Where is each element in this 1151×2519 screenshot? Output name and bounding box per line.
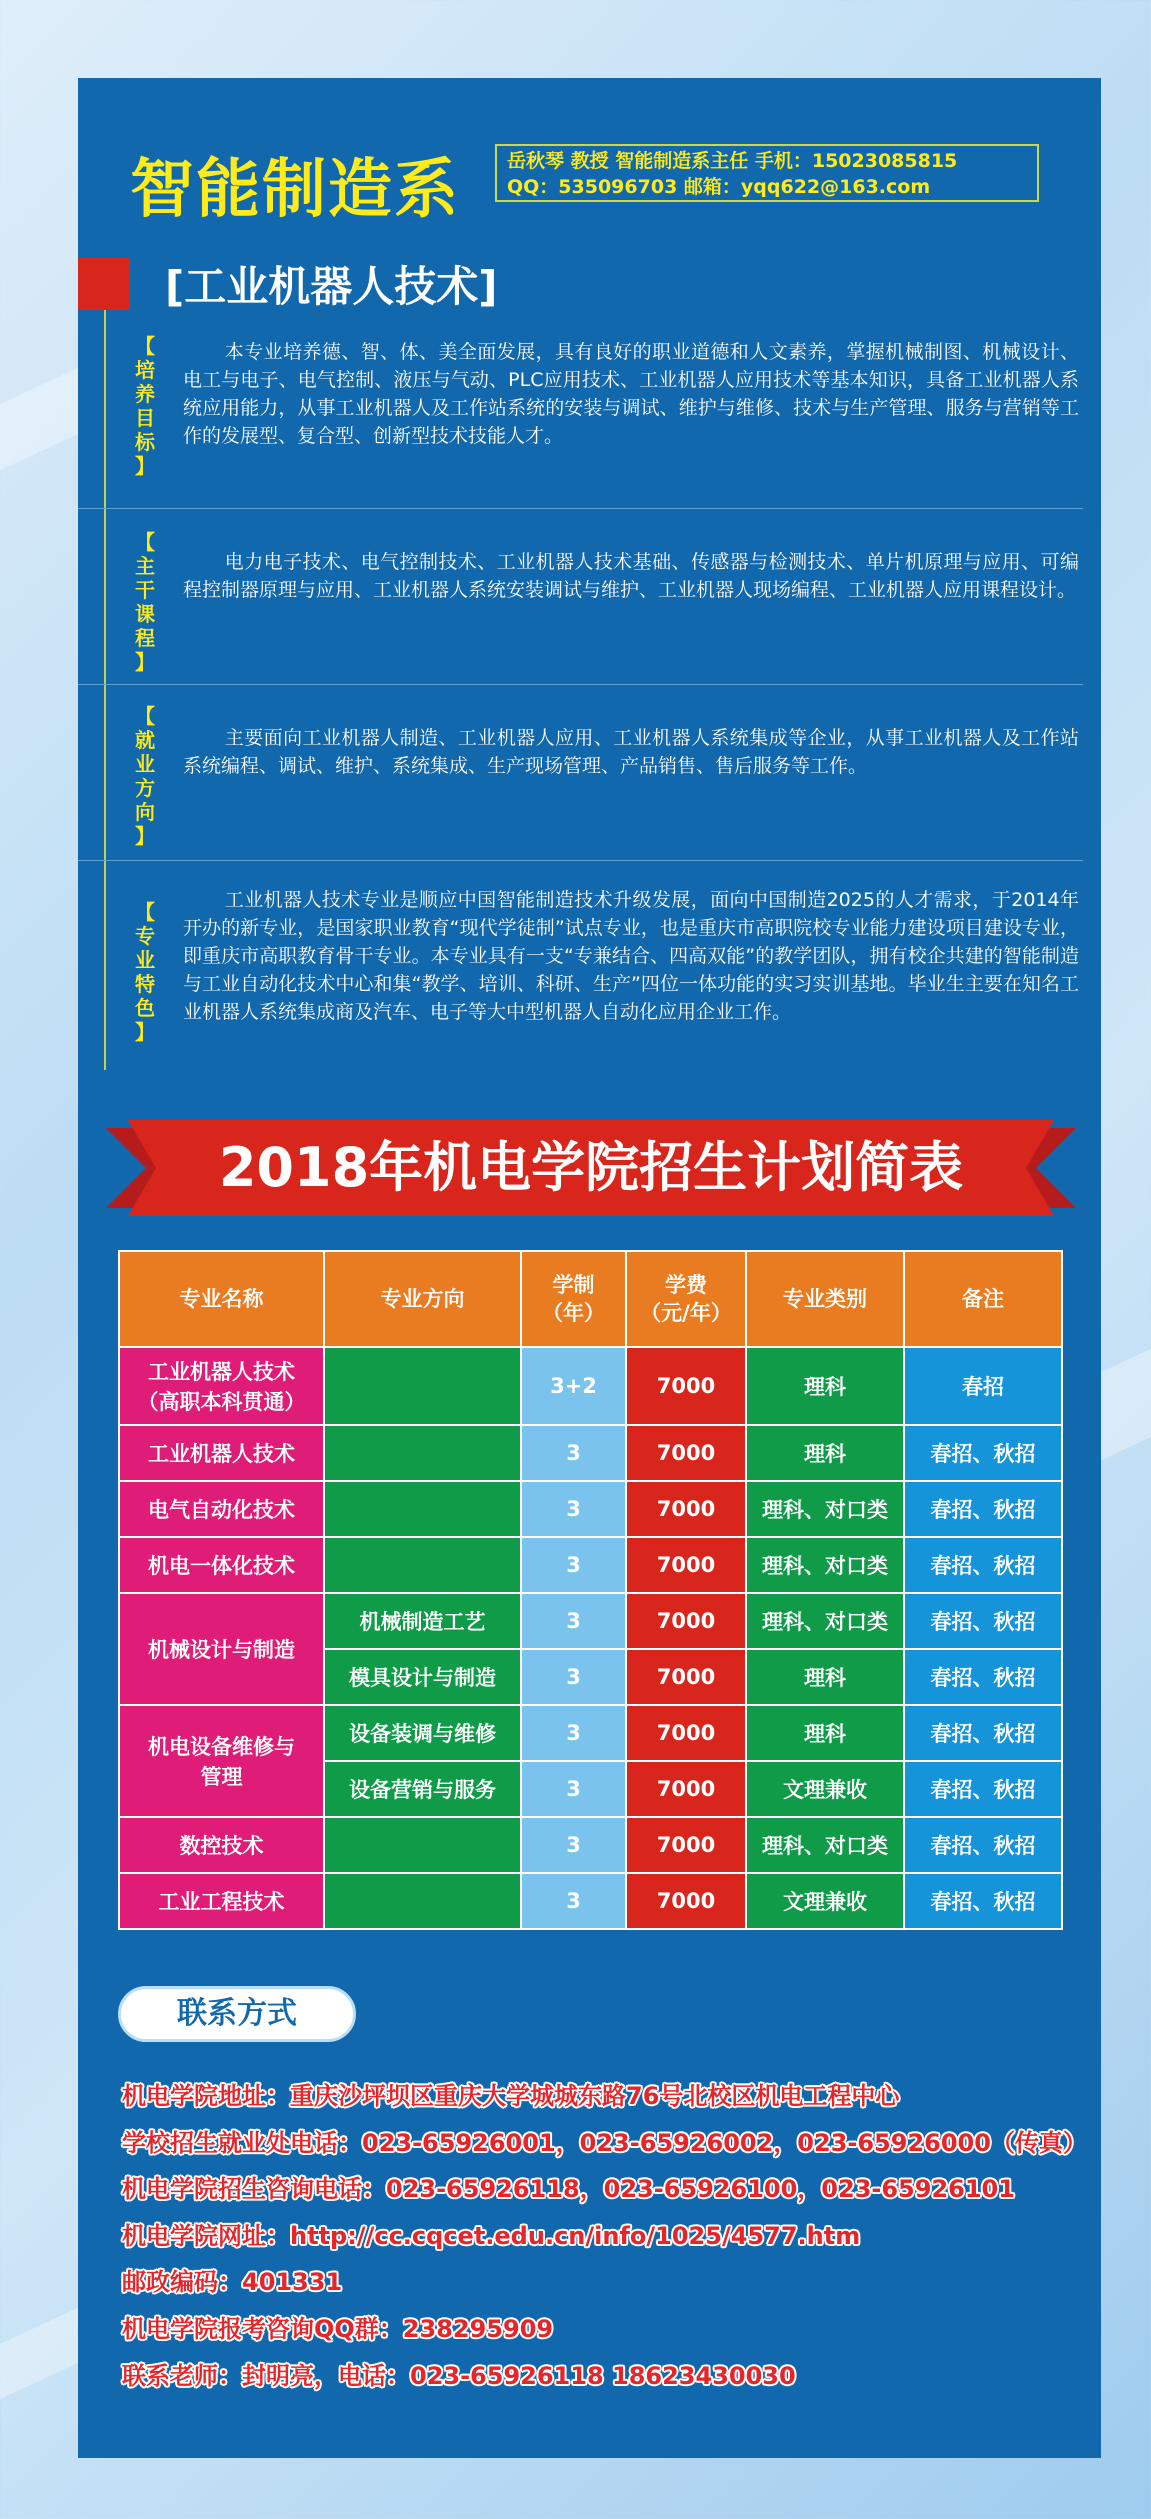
study-length: 3 <box>521 1817 626 1873</box>
major-name: 电气自动化技术 <box>119 1481 324 1537</box>
contact-consult-phone: 机电学院招生咨询电话：023-65926118，023-65926100，023-65926101 <box>122 2175 1015 2204</box>
major-category: 文理兼收 <box>746 1761 904 1817</box>
tuition-fee: 7000 <box>626 1481 746 1537</box>
tuition-fee: 7000 <box>626 1537 746 1593</box>
contact-admission-phone: 学校招生就业处电话：023-65926001，023-65926002，023-65926000（传真） <box>122 2128 1087 2157</box>
tuition-fee: 7000 <box>626 1873 746 1929</box>
enrollment-note: 春招、秋招 <box>904 1425 1062 1481</box>
study-length: 3 <box>521 1705 626 1761</box>
title-marker <box>78 258 130 310</box>
major-direction <box>324 1817 521 1873</box>
major-direction: 机械制造工艺 <box>324 1593 521 1649</box>
header-note: 备注 <box>904 1251 1062 1347</box>
department-title: 智能制造系 <box>130 153 460 227</box>
section-label-career: 【 就 业 方 向 】 <box>135 704 155 848</box>
plan-banner <box>106 1120 1076 1216</box>
contact-qq-group: 机电学院报考咨询QQ群：238295909 <box>122 2314 554 2343</box>
enrollment-note: 春招、秋招 <box>904 1705 1062 1761</box>
tuition-fee: 7000 <box>626 1649 746 1705</box>
study-length: 3 <box>521 1537 626 1593</box>
header-name: 专业名称 <box>119 1251 324 1347</box>
enrollment-note: 春招、秋招 <box>904 1873 1062 1929</box>
contact-info <box>122 2073 1097 2399</box>
department-contact-box <box>495 144 1039 202</box>
table-row <box>119 1593 1062 1649</box>
enrollment-note: 春招、秋招 <box>904 1761 1062 1817</box>
header-fee: 学费 （元/年） <box>626 1251 746 1347</box>
contact-address: 机电学院地址：重庆沙坪坝区重庆大学城城东路76号北校区机电工程中心 <box>122 2082 900 2110</box>
poster-panel <box>78 78 1101 2458</box>
header-direction: 专业方向 <box>324 1251 521 1347</box>
tuition-fee: 7000 <box>626 1761 746 1817</box>
major-category: 理科、对口类 <box>746 1593 904 1649</box>
tuition-fee: 7000 <box>626 1705 746 1761</box>
enrollment-note: 春招、秋招 <box>904 1817 1062 1873</box>
contact-website[interactable]: 机电学院网址：http://cc.cqcet.edu.cn/info/1025/4577.htm <box>122 2221 861 2250</box>
table-row <box>119 1817 1062 1873</box>
enrollment-note: 春招、秋招 <box>904 1649 1062 1705</box>
table-row <box>119 1425 1062 1481</box>
major-direction: 设备营销与服务 <box>324 1761 521 1817</box>
section-separator <box>78 860 1083 861</box>
section-text-features: 工业机器人技术专业是顺应中国智能制造技术升级发展，面向中国制造2025的人才需求，于2014年开办的新专业，是国家职业教育“现代学徒制”试点专业，也是重庆市高职院校专业能力建设项目建设专业，即重庆市高职教育骨干专业。本专业具有一支“专兼结合、四高双能”的教学团队，拥有校企共建的智能制造与工业自动化技术中心和集“教学、培训、科研、生产”四位一体功能的实习实训基地。毕业生主要在知名工业机器人系统集成商及汽车、电子等大中型机器人自动化应用企业工作。 <box>183 889 1079 1023</box>
tuition-fee: 7000 <box>626 1425 746 1481</box>
header-length: 学制 （年） <box>521 1251 626 1347</box>
major-direction <box>324 1873 521 1929</box>
major-category: 理科 <box>746 1705 904 1761</box>
major-category: 文理兼收 <box>746 1873 904 1929</box>
major-direction: 模具设计与制造 <box>324 1649 521 1705</box>
contact-heading <box>118 1986 356 2042</box>
section-label-courses: 【 主 干 课 程 】 <box>135 530 155 674</box>
major-direction <box>324 1481 521 1537</box>
section-text-goal: 本专业培养德、智、体、美全面发展，具有良好的职业道德和人文素养，掌握机械制图、机械设计、电工与电子、电气控制、液压与气动、PLC应用技术、工业机器人应用技术等基本知识，具备工业机器人系统应用能力，从事工业机器人及工作站系统的安装与调试、维护与维修、技术与生产管理、服务与营销等工作的发展型、复合型、创新型技术技能人才。 <box>183 341 1079 447</box>
table-row <box>119 1705 1062 1761</box>
header-type: 专业类别 <box>746 1251 904 1347</box>
major-direction: 设备装调与维修 <box>324 1705 521 1761</box>
study-length: 3 <box>521 1481 626 1537</box>
major-name: 机电一体化技术 <box>119 1537 324 1593</box>
study-length: 3 <box>521 1761 626 1817</box>
major-category: 理科、对口类 <box>746 1817 904 1873</box>
enrollment-note: 春招、秋招 <box>904 1537 1062 1593</box>
enrollment-plan-table <box>118 1250 1063 1930</box>
section-label-features: 【 专 业 特 色 】 <box>135 900 155 1044</box>
section-separator <box>78 508 1083 509</box>
section-text-courses: 电力电子技术、电气控制技术、工业机器人技术基础、传感器与检测技术、单片机原理与应用、可编程控制器原理与应用、工业机器人系统安装调试与维护、工业机器人现场编程、工业机器人应用课程设计。 <box>183 551 1079 601</box>
tuition-fee: 7000 <box>626 1593 746 1649</box>
enrollment-note: 春招 <box>904 1347 1062 1425</box>
major-category: 理科 <box>746 1649 904 1705</box>
table-header-row <box>119 1251 1062 1347</box>
plan-title: 2018年机电学院招生计划简表 <box>218 1136 964 1199</box>
section-text-career: 主要面向工业机器人制造、工业机器人应用、工业机器人系统集成等企业，从事工业机器人及工作站系统编程、调试、维护、系统集成、生产现场管理、产品销售、售后服务等工作。 <box>183 727 1079 777</box>
major-name: 数控技术 <box>119 1817 324 1873</box>
enrollment-note: 春招、秋招 <box>904 1481 1062 1537</box>
major-category: 理科、对口类 <box>746 1537 904 1593</box>
table-row <box>119 1481 1062 1537</box>
major-name: 工业工程技术 <box>119 1873 324 1929</box>
major-name: 工业机器人技术 <box>119 1425 324 1481</box>
study-length: 3+2 <box>521 1347 626 1425</box>
tuition-fee: 7000 <box>626 1817 746 1873</box>
director-qq-email: QQ：535096703 邮箱：yqq622@163.com <box>507 176 931 198</box>
major-name: 机械设计与制造 <box>119 1593 324 1705</box>
section-divider-line <box>104 310 106 1070</box>
tuition-fee: 7000 <box>626 1347 746 1425</box>
enrollment-note: 春招、秋招 <box>904 1593 1062 1649</box>
major-category: 理科、对口类 <box>746 1481 904 1537</box>
table-row <box>119 1873 1062 1929</box>
study-length: 3 <box>521 1649 626 1705</box>
major-category: 理科 <box>746 1347 904 1425</box>
study-length: 3 <box>521 1873 626 1929</box>
major-name: 机电设备维修与 管理 <box>119 1705 324 1817</box>
major-title: [工业机器人技术] <box>165 262 498 311</box>
study-length: 3 <box>521 1593 626 1649</box>
table-row <box>119 1347 1062 1425</box>
section-label-goal: 【 培 养 目 标 】 <box>135 334 155 478</box>
director-phone: 岳秋琴 教授 智能制造系主任 手机：15023085815 <box>507 150 958 172</box>
major-name: 工业机器人技术 （高职本科贯通） <box>119 1347 324 1425</box>
table-row <box>119 1537 1062 1593</box>
major-direction <box>324 1537 521 1593</box>
major-category: 理科 <box>746 1425 904 1481</box>
study-length: 3 <box>521 1425 626 1481</box>
contact-postcode: 邮政编码：401331 <box>122 2268 343 2297</box>
major-direction <box>324 1425 521 1481</box>
major-direction <box>324 1347 521 1425</box>
section-separator <box>78 684 1083 685</box>
contact-teacher: 联系老师：封明亮，电话：023-65926118 18623430030 <box>122 2361 796 2390</box>
contact-heading-label: 联系方式 <box>177 1996 297 2031</box>
